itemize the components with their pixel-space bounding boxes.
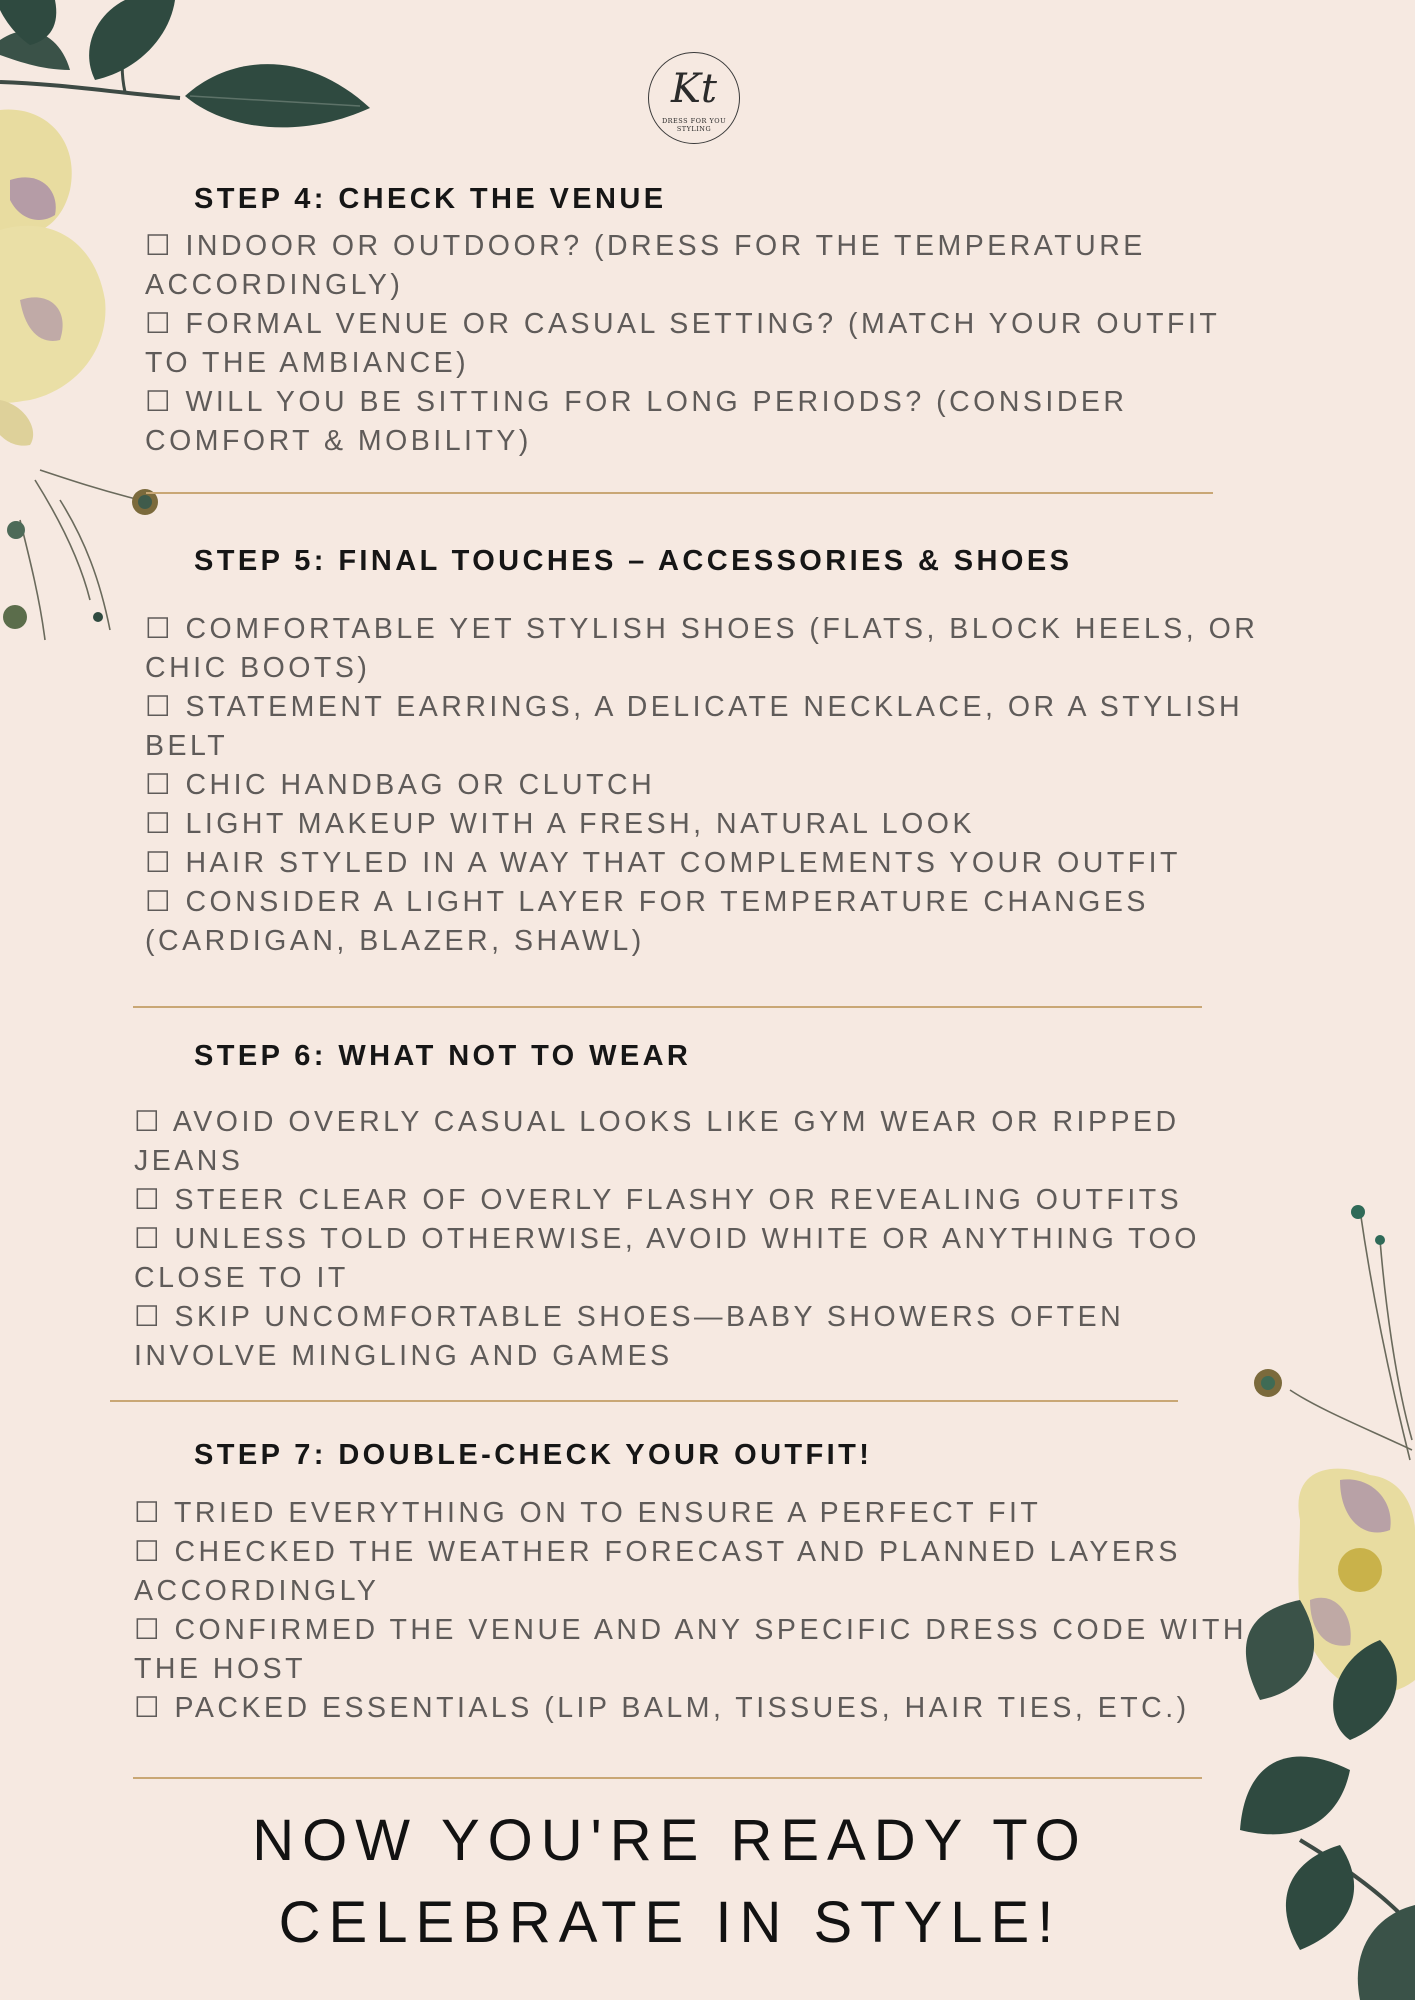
checklist-item[interactable]: ☐ STATEMENT EARRINGS, A DELICATE NECKLACE, OR A STYLISH BELT	[145, 691, 1244, 762]
checklist-item[interactable]: ☐ TRIED EVERYTHING ON TO ENSURE A PERFECT FIT	[134, 1497, 1042, 1529]
checklist-item[interactable]: ☐ AVOID OVERLY CASUAL LOOKS LIKE GYM WEAR OR RIPPED JEANS	[134, 1106, 1180, 1177]
top-left-leaves-icon	[0, 0, 370, 127]
step-5-heading: STEP 5: FINAL TOUCHES – ACCESSORIES & SHOES	[194, 545, 1073, 577]
checklist-item[interactable]: ☐ CONFIRMED THE VENUE AND ANY SPECIFIC DRESS CODE WITH THE HOST	[134, 1614, 1247, 1685]
checklist-item[interactable]: ☐ HAIR STYLED IN A WAY THAT COMPLEMENTS YOUR OUTFIT	[145, 847, 1181, 879]
checklist-item[interactable]: ☐ SKIP UNCOMFORTABLE SHOES—BABY SHOWERS OFTEN INVOLVE MINGLING AND GAMES	[134, 1301, 1125, 1372]
brand-logo	[648, 52, 740, 144]
closing-line-1: NOW YOU'RE READY TO	[252, 1808, 1088, 1873]
step-4-heading: STEP 4: CHECK THE VENUE	[194, 183, 667, 215]
checklist-item[interactable]: ☐ CHECKED THE WEATHER FORECAST AND PLANNED LAYERS ACCORDINGLY	[134, 1536, 1181, 1607]
top-left-flower-icon	[0, 110, 105, 446]
checklist-item[interactable]: ☐ COMFORTABLE YET STYLISH SHOES (FLATS, BLOCK HEELS, OR CHIC BOOTS)	[145, 613, 1259, 684]
step-6-heading: STEP 6: WHAT NOT TO WEAR	[194, 1040, 692, 1072]
logo-monogram: Kt	[671, 66, 717, 112]
divider	[133, 1777, 1202, 1779]
closing-message	[120, 1800, 1220, 1964]
checklist-item[interactable]: ☐ FORMAL VENUE OR CASUAL SETTING? (MATCH YOUR OUTFIT TO THE AMBIANCE)	[145, 308, 1220, 379]
divider	[133, 1006, 1202, 1008]
checklist-item[interactable]: ☐ PACKED ESSENTIALS (LIP BALM, TISSUES, HAIR TIES, ETC.)	[134, 1692, 1190, 1724]
step-5-checklist	[145, 610, 1260, 961]
checklist-item[interactable]: ☐ UNLESS TOLD OTHERWISE, AVOID WHITE OR ANYTHING TOO CLOSE TO IT	[134, 1223, 1200, 1294]
checklist-item[interactable]: ☐ CHIC HANDBAG OR CLUTCH	[145, 769, 656, 801]
right-sprigs-icon	[1290, 1210, 1412, 1460]
checklist-item[interactable]: ☐ INDOOR OR OUTDOOR? (DRESS FOR THE TEMPERATURE ACCORDINGLY)	[145, 230, 1146, 301]
step-4-checklist	[145, 227, 1260, 461]
step-7-heading: STEP 7: DOUBLE-CHECK YOUR OUTFIT!	[194, 1439, 873, 1471]
step-7-checklist	[134, 1494, 1259, 1728]
step-6-checklist	[134, 1103, 1259, 1376]
checklist-item[interactable]: ☐ CONSIDER A LIGHT LAYER FOR TEMPERATURE CHANGES (CARDIGAN, BLAZER, SHAWL)	[145, 886, 1149, 957]
divider	[146, 492, 1213, 494]
logo-tagline: DRESS FOR YOU STYLING	[661, 117, 727, 133]
divider	[110, 1400, 1178, 1402]
checklist-item[interactable]: ☐ WILL YOU BE SITTING FOR LONG PERIODS? (CONSIDER COMFORT & MOBILITY)	[145, 386, 1128, 457]
left-sprigs-icon	[20, 470, 140, 640]
checklist-item[interactable]: ☐ STEER CLEAR OF OVERLY FLASHY OR REVEALING OUTFITS	[134, 1184, 1183, 1216]
closing-line-2: CELEBRATE IN STYLE!	[278, 1890, 1062, 1955]
checklist-item[interactable]: ☐ LIGHT MAKEUP WITH A FRESH, NATURAL LOOK	[145, 808, 975, 840]
